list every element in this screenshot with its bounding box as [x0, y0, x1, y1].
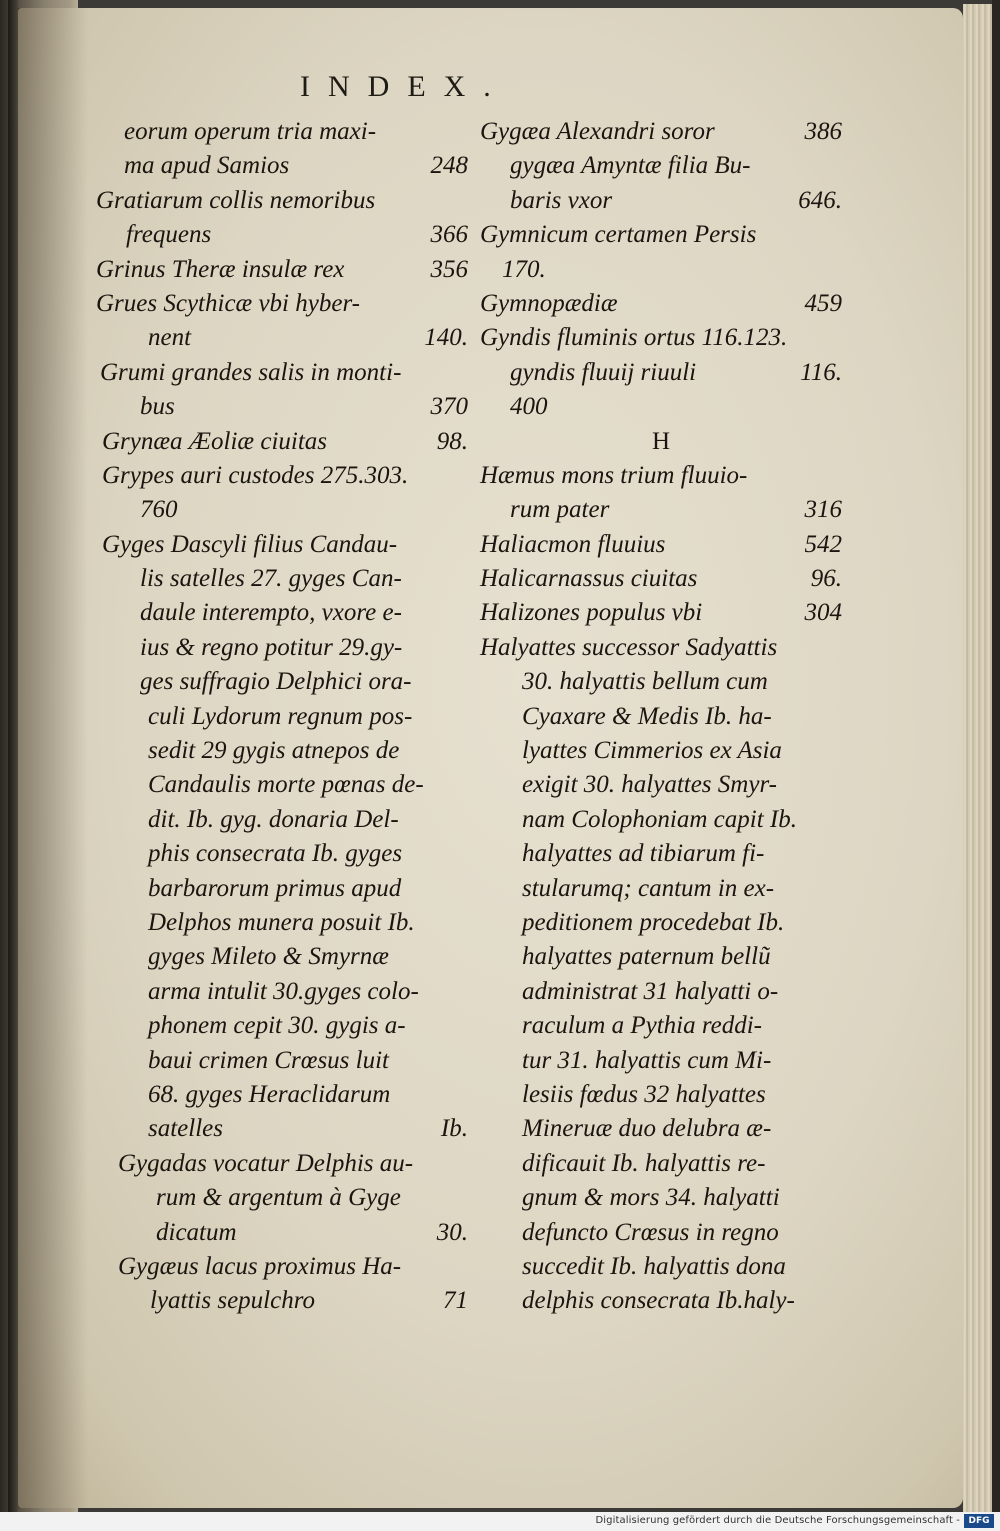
index-line — [96, 1216, 468, 1250]
index-entry-text: Gygadas vocatur Delphis au- — [118, 1149, 414, 1177]
index-entry-text: daule interempto, vxore e- — [140, 599, 402, 627]
index-entry-text: eorum operum tria maxi- — [124, 118, 377, 145]
page-reference: 304 — [804, 599, 842, 627]
index-entry-text: Grues Scythicæ vbi hyber- — [96, 289, 361, 317]
index-entry-text: rum pater — [510, 496, 610, 524]
index-line — [96, 940, 468, 974]
index-line — [96, 1044, 468, 1078]
index-line — [96, 459, 468, 493]
index-line — [96, 493, 468, 527]
index-line — [96, 596, 468, 630]
index-line — [96, 768, 468, 802]
index-line — [480, 218, 842, 252]
index-line — [480, 562, 842, 596]
index-line — [480, 184, 842, 218]
index-line — [96, 1112, 468, 1146]
index-line — [96, 1009, 468, 1043]
index-entry-text: exigit 30. halyattes Smyr- — [522, 771, 777, 799]
index-line — [480, 425, 842, 459]
page-reference: 366 — [430, 221, 468, 249]
index-entry-text: administrat 31 halyatti o- — [522, 977, 779, 1005]
index-line — [96, 184, 468, 218]
index-line — [96, 734, 468, 768]
index-line — [480, 459, 842, 493]
index-line — [96, 906, 468, 940]
index-entry-text: sedit 29 gygis atnepos de — [148, 737, 400, 765]
index-entry-text: Gratiarum collis nemoribus — [96, 186, 376, 214]
index-line — [480, 975, 842, 1009]
index-line — [480, 803, 842, 837]
index-line — [96, 631, 468, 665]
index-entry-text: barbarorum primus apud — [148, 874, 402, 902]
index-line — [96, 562, 468, 596]
index-line — [480, 287, 842, 321]
index-entry-text: gyges Mileto & Smyrnæ — [148, 943, 389, 971]
index-line — [96, 1147, 468, 1181]
index-line — [96, 872, 468, 906]
index-line — [480, 837, 842, 871]
index-line — [480, 321, 842, 355]
page-reference: 140. — [424, 324, 468, 352]
index-entry-text: 760 — [140, 496, 178, 524]
index-line — [480, 493, 842, 527]
index-line — [96, 390, 468, 424]
index-line — [480, 1044, 842, 1078]
index-entry-text: ges suffragio Delphici ora- — [140, 668, 412, 696]
page-reference: 646. — [798, 186, 842, 214]
page-reference: 116. — [800, 358, 842, 386]
page-reference: 542 — [804, 530, 842, 558]
index-line — [480, 115, 842, 149]
index-line — [480, 631, 842, 665]
index-entry-text: Gyges Dascyli filius Candau- — [102, 530, 398, 558]
index-entry-text: 30. halyattis bellum cum — [522, 668, 768, 696]
index-line — [96, 356, 468, 390]
index-column-right — [480, 115, 842, 1319]
page-reference: 356 — [430, 255, 468, 283]
index-line — [96, 253, 468, 287]
index-line — [480, 734, 842, 768]
index-line — [480, 872, 842, 906]
index-entry-text: nam Colophoniam capit Ib. — [522, 805, 797, 833]
index-entry-text: lyattes Cimmerios ex Asia — [522, 737, 782, 765]
page-reference: 30. — [436, 1218, 468, 1246]
index-line — [96, 115, 468, 149]
index-line — [96, 528, 468, 562]
index-column-left — [96, 115, 468, 1319]
index-entry-text: lesiis fœdus 32 halyattes — [522, 1080, 766, 1108]
index-entry-text: Gygæa Alexandri soror — [480, 118, 715, 145]
index-entry-text: halyattes paternum bellũ — [522, 943, 771, 971]
index-entry-text: dicatum — [156, 1218, 237, 1246]
index-entry-text: Haliacmon fluuius — [480, 530, 666, 558]
index-entry-text: baui crimen Crœsus luit — [148, 1046, 389, 1074]
index-line — [96, 803, 468, 837]
index-entry-text: Grinus Theræ insulæ rex — [96, 255, 345, 283]
page-reference: Ib. — [440, 1115, 468, 1143]
index-entry-text: Gyndis fluminis ortus 116.123. — [480, 324, 788, 352]
index-line — [480, 596, 842, 630]
index-line — [96, 1284, 468, 1318]
index-line — [96, 665, 468, 699]
index-entry-text: 400 — [510, 393, 548, 421]
index-entry-text: Mineruæ duo delubra æ- — [522, 1115, 772, 1143]
index-line — [480, 768, 842, 802]
page-reference: 459 — [804, 289, 842, 317]
index-line — [480, 356, 842, 390]
index-entry-text: defuncto Crœsus in regno — [522, 1218, 779, 1246]
index-line — [96, 425, 468, 459]
section-letter: H — [651, 427, 671, 455]
index-line — [480, 528, 842, 562]
index-entry-text: Halyattes successor Sadyattis — [480, 633, 778, 661]
index-entry-text: Grumi grandes salis in monti- — [100, 358, 402, 386]
index-line — [480, 1078, 842, 1112]
index-line — [480, 1009, 842, 1043]
binding-shadow — [8, 0, 18, 1512]
index-entry-text: frequens — [126, 221, 212, 249]
page-reference: 370 — [430, 393, 468, 421]
index-entry-text: dit. Ib. gyg. donaria Del- — [148, 805, 399, 833]
index-line — [480, 1284, 842, 1318]
index-line — [96, 975, 468, 1009]
page-reference: 98. — [436, 427, 468, 455]
index-line — [480, 390, 842, 424]
index-entry-text: nent — [148, 324, 192, 352]
index-entry-text: peditionem procedebat Ib. — [522, 908, 785, 936]
index-entry-text: lis satelles 27. gyges Can- — [140, 565, 402, 593]
index-entry-text: raculum a Pythia reddi- — [522, 1012, 763, 1040]
index-line — [480, 253, 842, 287]
index-entry-text: gyndis fluuij riuuli — [510, 358, 697, 386]
index-entry-text: phonem cepit 30. gygis a- — [148, 1012, 406, 1040]
index-line — [96, 287, 468, 321]
index-line — [96, 1181, 468, 1215]
index-entry-text: Grynæa Æoliæ ciuitas — [102, 427, 328, 455]
index-entry-text: Gymnicum certamen Persis — [480, 221, 757, 249]
index-line — [480, 906, 842, 940]
index-entry-text: 68. gyges Heraclidarum — [148, 1080, 391, 1108]
page-header: INDEX. — [300, 70, 509, 103]
index-entry-text: baris vxor — [510, 186, 613, 214]
index-entry-text: Halicarnassus ciuitas — [480, 565, 698, 593]
index-line — [96, 837, 468, 871]
index-line — [480, 1216, 842, 1250]
index-entry-text: gygæa Amyntæ filia Bu- — [510, 152, 751, 180]
index-entry-text: Cyaxare & Medis Ib. ha- — [522, 702, 772, 730]
gutter-shadow — [18, 8, 88, 1508]
index-entry-text: Delphos munera posuit Ib. — [148, 908, 415, 936]
index-entry-text: arma intulit 30.gyges colo- — [148, 977, 419, 1005]
index-entry-text: Gymnopædiæ — [480, 289, 618, 317]
index-entry-text: halyattes ad tibiarum fi- — [522, 840, 765, 868]
index-line — [480, 1250, 842, 1284]
page-reference: 248 — [430, 152, 468, 180]
index-line — [96, 218, 468, 252]
page-reference: 316 — [804, 496, 842, 524]
index-entry-text: stularumq; cantum in ex- — [522, 874, 775, 902]
index-entry-text: rum & argentum à Gyge — [156, 1184, 401, 1212]
page-reference: 96. — [810, 565, 842, 593]
index-entry-text: tur 31. halyattis cum Mi- — [522, 1046, 772, 1074]
index-line — [96, 149, 468, 183]
index-line — [480, 665, 842, 699]
index-entry-text: culi Lydorum regnum pos- — [148, 702, 413, 730]
index-line — [480, 149, 842, 183]
index-entry-text: delphis consecrata Ib.haly- — [522, 1287, 795, 1315]
index-entry-text: succedit Ib. halyattis dona — [522, 1252, 786, 1280]
index-line — [96, 1250, 468, 1284]
index-line — [480, 700, 842, 734]
index-entry-text: satelles — [148, 1115, 223, 1143]
index-entry-text: bus — [140, 393, 175, 421]
index-entry-text: lyattis sepulchro — [150, 1287, 316, 1315]
index-line — [96, 700, 468, 734]
index-entry-text: Hæmus mons trium fluuio- — [480, 461, 748, 489]
page-reference: 386 — [804, 118, 842, 145]
index-entry-text: Candaulis morte pœnas de- — [148, 771, 424, 799]
index-entry-text: ius & regno potitur 29.gy- — [140, 633, 403, 661]
index-line — [96, 1078, 468, 1112]
index-entry-text: ma apud Samios — [124, 152, 290, 180]
page-reference: 71 — [443, 1287, 468, 1315]
index-line — [480, 1112, 842, 1146]
index-entry-text: gnum & mors 34. halyatti — [522, 1184, 780, 1212]
index-line — [480, 1181, 842, 1215]
index-entry-text: Halizones populus vbi — [480, 599, 703, 627]
dfg-logo: DFG — [964, 1514, 994, 1528]
index-entry-text: 170. — [502, 255, 546, 283]
index-line — [96, 321, 468, 355]
funding-note: Digitalisierung gefördert durch die Deutsche Forschungsgemeinschaft - — [595, 1515, 960, 1526]
index-entry-text: phis consecrata Ib. gyges — [148, 840, 403, 868]
index-line — [480, 1147, 842, 1181]
index-entry-text: Grypes auri custodes 275.303. — [102, 461, 409, 489]
index-entry-text: dificauit Ib. halyattis re- — [522, 1149, 766, 1177]
scanner-edge — [992, 0, 1000, 1512]
index-entry-text: Gygæus lacus proximus Ha- — [118, 1252, 402, 1280]
index-line — [480, 940, 842, 974]
